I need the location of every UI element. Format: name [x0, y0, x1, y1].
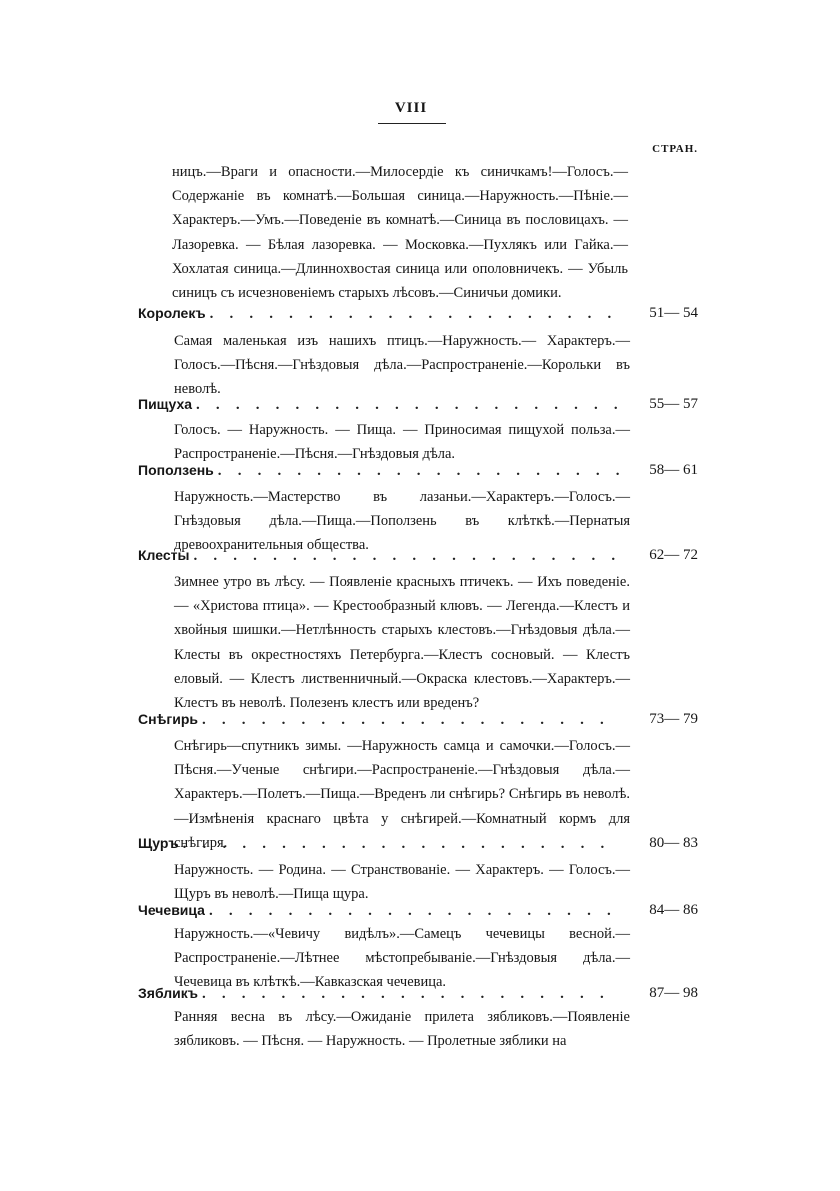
dot-leader: [202, 986, 620, 1003]
toc-entry-korolek[interactable]: [138, 305, 620, 327]
entry-title: Зябликъ: [138, 985, 198, 1001]
dot-leader: [218, 463, 620, 480]
entry-description: Ранняя весна въ лѣсу.—Ожиданіе прилета зябликовъ.—Появленіе зябликовъ. — Пѣсня. — Наружность. — Пролетные зяблики на: [174, 1009, 630, 1050]
entry-title: Поползень: [138, 462, 214, 478]
entry-description: Наружность. — Родина. — Странствованіе. — Характеръ. — Голосъ.—Щуръ въ неволѣ.—Пища щура.: [174, 862, 630, 903]
entry-description: Наружность.—«Чевичу видѣлъ».—Самецъ чечевицы весной.—Распространеніе.—Лѣтнее мѣстопребываніе.—Гнѣздовыя дѣла.—Чечевица въ клѣткѣ.—Кавказская чечевица.: [174, 926, 630, 991]
entry-title: Клесты: [138, 547, 190, 563]
dot-leader: [183, 836, 620, 853]
entry-pages: 51— 54: [649, 305, 698, 321]
toc-entry-shchur[interactable]: [138, 835, 620, 857]
entry-description: Наружность.—Мастерство въ лазаньи.—Характеръ.—Голосъ.—Гнѣздовыя дѣла.—Пища.—Поползень въ клѣткѣ.—Пернатыя древоохранительныя общества.: [174, 489, 630, 554]
entry-description: Голосъ. — Наружность. — Пища. — Приносимая пищухой польза.—Распространеніе.—Пѣсня.—Гнѣздовыя дѣла.: [174, 422, 630, 463]
entry-title: Королекъ: [138, 305, 206, 321]
toc-entry-zyablik[interactable]: [138, 985, 620, 1007]
toc-entry-pishchukha[interactable]: [138, 396, 620, 418]
entry-description: Самая маленькая изъ нашихъ птицъ.—Наружность.— Характеръ.—Голосъ.—Пѣсня.—Гнѣздовыя дѣла.—Распространеніе.—Корольки въ неволѣ.: [174, 333, 630, 398]
pages-column-header: СТРАН.: [652, 143, 698, 155]
dot-leader: [209, 903, 620, 920]
entry-title: Пищуха: [138, 396, 193, 412]
toc-entry-snegir[interactable]: [138, 711, 620, 733]
toc-entry-klesty[interactable]: [138, 547, 620, 569]
dot-leader: [193, 548, 620, 565]
page-number-rule: [378, 123, 446, 124]
dot-leader: [202, 712, 620, 729]
dot-leader: [210, 306, 620, 323]
entry-pages: 87— 98: [649, 985, 698, 1001]
entry-pages: 55— 57: [649, 396, 698, 412]
dot-leader: [196, 397, 620, 414]
entry-pages: 80— 83: [649, 835, 698, 851]
entry-title: Чечевица: [138, 902, 205, 918]
toc-entry-popolzen[interactable]: [138, 462, 620, 484]
page-number: VIII: [394, 100, 428, 116]
entry-description: Зимнее утро въ лѣсу. — Появленіе красныхъ птичекъ. — Ихъ поведеніе. — «Христова птица». — Крестообразный клювъ. — Легенда.—Клестъ и хвойныя шишки.—Нетлѣнность старыхъ клестовъ.—Гнѣздовыя дѣла.—Клесты въ окрестностяхъ Петербурга.—Клестъ сосновый. — Клестъ еловый. — Клестъ лиственничный.—Окраска клестовъ.—Характеръ.—Клестъ въ неволѣ. Полезенъ клестъ или вреденъ?: [174, 574, 630, 712]
entry-pages: 73— 79: [649, 711, 698, 727]
toc-entry-chechevitsa[interactable]: [138, 902, 620, 924]
entry-pages: 58— 61: [649, 462, 698, 478]
entry-title: Снѣгирь: [138, 711, 198, 727]
entry-description: Снѣгирь—спутникъ зимы. —Наружность самца и самочки.—Голосъ.—Пѣсня.—Ученые снѣгири.—Распространеніе.—Гнѣздовыя дѣла.—Характеръ.—Полетъ.—Пища.—Вреденъ ли снѣгирь? Снѣгирь въ неволѣ.—Измѣненія краснаго цвѣта у снѣгирей.—Комнатный кормъ для снѣгиря.: [174, 738, 630, 851]
entry-pages: 62— 72: [649, 547, 698, 563]
entry-pages: 84— 86: [649, 902, 698, 918]
intro-description: ницъ.—Враги и опасности.—Милосердіе къ синичкамъ!—Голосъ.—Содержаніе въ комнатѣ.—Большая синица.—Наружность.—Пѣніе.—Характеръ.—Умъ.—Поведеніе въ комнатѣ.—Синица въ пословицахъ. — Лазоревка. — Бѣлая лазоревка. — Московка.—Пухлякъ или Гайка.—Хохлатая синица.—Длиннохвостая синица или ополовничекъ. — Убыль синицъ съ исчезновеніемъ старыхъ лѣсовъ.—Синичьи домики.: [172, 164, 628, 302]
entry-title: Щуръ: [138, 835, 179, 851]
